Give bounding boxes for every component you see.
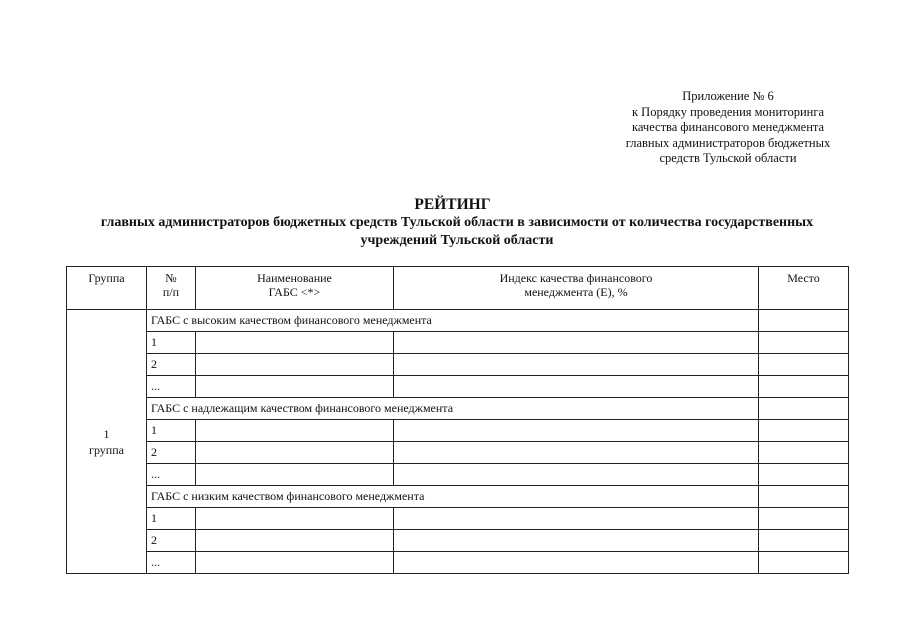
row-number: 2	[147, 442, 196, 464]
table-row	[67, 442, 849, 464]
name-cell	[196, 464, 394, 486]
table-row	[67, 464, 849, 486]
place-cell	[759, 420, 849, 442]
header-group: Группа	[67, 267, 147, 310]
place-cell	[759, 442, 849, 464]
header-number-line2: п/п	[162, 285, 180, 299]
name-cell	[196, 376, 394, 398]
appendix-note	[612, 89, 844, 167]
table-row	[67, 376, 849, 398]
index-cell	[394, 442, 759, 464]
index-cell	[394, 464, 759, 486]
appendix-line: главных администраторов бюджетных	[625, 135, 831, 150]
header-index	[394, 267, 759, 310]
place-cell	[759, 310, 849, 332]
name-cell	[196, 332, 394, 354]
row-number: 2	[147, 530, 196, 552]
header-number-line1: №	[165, 271, 177, 285]
name-cell	[196, 420, 394, 442]
name-cell	[196, 354, 394, 376]
header-index-line2: менеджмента (E), %	[524, 285, 628, 299]
group-cell	[67, 310, 147, 574]
document-subtitle: главных администраторов бюджетных средств Тульской области в зависимости от количества государственных учреждений Тульской области	[100, 215, 814, 248]
header-place: Место	[759, 267, 849, 310]
appendix-line: качества финансового менеджмента	[631, 120, 825, 134]
row-number: ...	[147, 464, 196, 486]
document-title: РЕЙТИНГ	[414, 196, 491, 213]
place-cell	[759, 376, 849, 398]
place-cell	[759, 530, 849, 552]
row-number: 2	[147, 354, 196, 376]
section-row	[67, 486, 849, 508]
name-cell	[196, 530, 394, 552]
row-number: ...	[147, 376, 196, 398]
section-title: ГАБС с низким качеством финансового менеджмента	[147, 486, 759, 508]
header-index-line1: Индекс качества финансового	[499, 271, 653, 285]
name-cell	[196, 508, 394, 530]
section-row	[67, 398, 849, 420]
rating-table	[66, 266, 849, 574]
group-label-text: группа	[89, 442, 124, 457]
section-row	[67, 310, 849, 332]
table-row	[67, 530, 849, 552]
row-number: 1	[147, 420, 196, 442]
index-cell	[394, 332, 759, 354]
index-cell	[394, 420, 759, 442]
appendix-line: средств Тульской области	[659, 151, 797, 165]
appendix-line: Приложение № 6	[682, 89, 774, 103]
section-title: ГАБС с высоким качеством финансового менеджмента	[147, 310, 759, 332]
place-cell	[759, 354, 849, 376]
row-number: 1	[147, 332, 196, 354]
table-row	[67, 420, 849, 442]
place-cell	[759, 464, 849, 486]
header-number	[147, 267, 196, 310]
header-name-line2: ГАБС <*>	[268, 285, 321, 299]
index-cell	[394, 552, 759, 574]
place-cell	[759, 332, 849, 354]
group-label-number: 1	[103, 426, 110, 441]
table-header-row	[67, 267, 849, 310]
index-cell	[394, 530, 759, 552]
name-cell	[196, 442, 394, 464]
row-number: ...	[147, 552, 196, 574]
index-cell	[394, 508, 759, 530]
place-cell	[759, 486, 849, 508]
table-row	[67, 508, 849, 530]
row-number: 1	[147, 508, 196, 530]
table-row	[67, 354, 849, 376]
index-cell	[394, 354, 759, 376]
name-cell	[196, 552, 394, 574]
header-name-line1: Наименование	[257, 271, 332, 285]
place-cell	[759, 398, 849, 420]
place-cell	[759, 508, 849, 530]
index-cell	[394, 376, 759, 398]
place-cell	[759, 552, 849, 574]
table-row	[67, 332, 849, 354]
section-title: ГАБС с надлежащим качеством финансового менеджмента	[147, 398, 759, 420]
table-row	[67, 552, 849, 574]
appendix-line: к Порядку проведения мониторинга	[631, 104, 825, 119]
header-name	[196, 267, 394, 310]
